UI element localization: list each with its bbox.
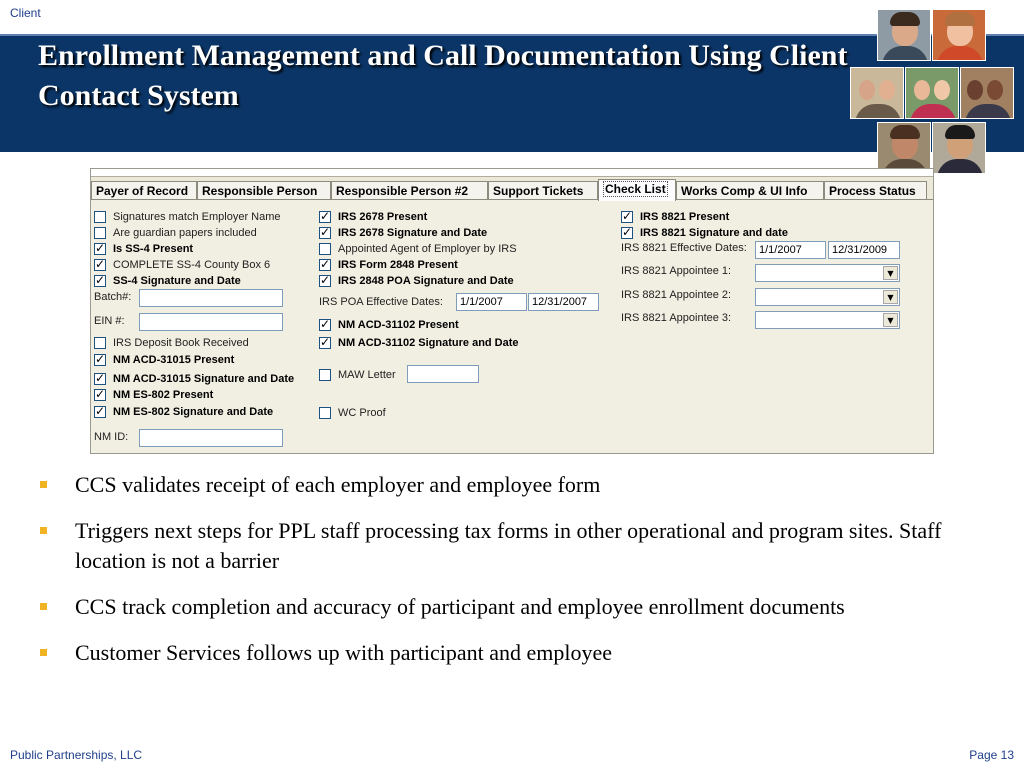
cropped-row (91, 169, 934, 177)
checklist-item[interactable]: ✓ NM ACD-31102 Signature and Date (319, 336, 519, 350)
checkbox[interactable] (319, 243, 331, 255)
eff-date-to-input[interactable]: 12/31/2009 (828, 241, 900, 259)
checklist-item[interactable]: ✓ NM ACD-31015 Present (94, 353, 234, 367)
eff-dates-label: IRS 8821 Effective Dates: (621, 242, 747, 254)
square-bullet-icon (40, 649, 47, 656)
checklist-item[interactable]: ✓ IRS 8821 Present (621, 210, 729, 224)
slide-section-label: Client (10, 6, 41, 20)
photo-mother-child (905, 67, 959, 119)
checklist-item[interactable]: ✓ NM ACD-31102 Present (319, 318, 459, 332)
checklist-item[interactable]: ✓ Is SS-4 Present (94, 242, 193, 256)
checklist-item[interactable]: ✓ NM ES-802 Signature and Date (94, 405, 273, 419)
checkbox-checked[interactable] (94, 243, 106, 255)
photo-boy (932, 9, 986, 61)
ein-label: EIN #: (94, 315, 125, 327)
checkbox-checked[interactable] (319, 337, 331, 349)
ein-input[interactable] (139, 313, 283, 331)
checklist-item[interactable]: ✓ COMPLETE SS-4 County Box 6 (94, 258, 270, 272)
batch-input[interactable] (139, 289, 283, 307)
ccs-checklist-screenshot (90, 168, 934, 454)
checkbox-checked[interactable] (94, 389, 106, 401)
checklist-item[interactable]: Appointed Agent of Employer by IRS (319, 242, 517, 256)
checkbox-checked[interactable] (319, 211, 331, 223)
checkbox-checked[interactable] (94, 406, 106, 418)
checkbox-checked[interactable] (319, 319, 331, 331)
checklist-item[interactable]: ✓ NM ACD-31015 Signature and Date (94, 372, 294, 386)
tab-payer-of-record[interactable]: Payer of Record (91, 181, 197, 200)
batch-label: Batch#: (94, 291, 132, 303)
tab-responsible-person-2[interactable]: Responsible Person #2 (331, 181, 488, 200)
tab-works-comp[interactable]: Works Comp & UI Info (676, 181, 824, 200)
poa-date-to-input[interactable]: 12/31/2007 (528, 293, 599, 311)
checkbox-checked[interactable] (94, 354, 106, 366)
eff-date-from-input[interactable]: 1/1/2007 (755, 241, 826, 259)
checklist-item[interactable]: Signatures match Employer Name (94, 210, 281, 224)
nm-id-label: NM ID: (94, 431, 129, 443)
checkbox-checked[interactable] (94, 373, 106, 385)
checkbox[interactable] (319, 407, 331, 419)
checklist-item[interactable]: ✓ NM ES-802 Present (94, 388, 213, 402)
photo-man-3 (932, 122, 986, 174)
square-bullet-icon (40, 481, 47, 488)
square-bullet-icon (40, 603, 47, 610)
tab-responsible-person[interactable]: Responsible Person (197, 181, 331, 200)
checklist-item[interactable]: ✓ IRS 2848 POA Signature and Date (319, 274, 514, 288)
checkbox[interactable] (94, 337, 106, 349)
checklist-item[interactable]: IRS Deposit Book Received (94, 336, 249, 350)
tab-support-tickets[interactable]: Support Tickets (488, 181, 598, 200)
bullet-item: Customer Services follows up with participant and employee (40, 638, 980, 668)
dropdown-arrow-icon[interactable]: ▼ (883, 290, 898, 304)
photo-man-1 (877, 9, 931, 61)
checkbox-checked[interactable] (94, 275, 106, 287)
checkbox-checked[interactable] (319, 227, 331, 239)
tab-process-status[interactable]: Process Status (824, 181, 927, 200)
photo-couple (850, 67, 904, 119)
checklist-item[interactable]: ✓ SS-4 Signature and Date (94, 274, 241, 288)
slide-title: Enrollment Management and Call Documentation Using Client Contact System (38, 39, 848, 112)
dropdown-arrow-icon[interactable]: ▼ (883, 313, 898, 327)
checklist-item[interactable]: ✓ IRS Form 2848 Present (319, 258, 458, 272)
tab-check-list-label: Check List (605, 182, 666, 196)
checkbox-checked[interactable] (319, 259, 331, 271)
tab-strip (91, 179, 934, 200)
checklist-item[interactable]: ✓ IRS 2678 Present (319, 210, 427, 224)
checkbox-checked[interactable] (94, 259, 106, 271)
dropdown-arrow-icon[interactable]: ▼ (883, 266, 898, 280)
checkbox-checked[interactable] (621, 211, 633, 223)
photo-family (960, 67, 1014, 119)
checklist-item-wc-proof[interactable]: WC Proof (319, 406, 386, 420)
checklist-item[interactable]: ✓ IRS 2678 Signature and Date (319, 226, 487, 240)
poa-date-from-input[interactable]: 1/1/2007 (456, 293, 527, 311)
nm-id-input[interactable] (139, 429, 283, 447)
appointee-2-label: IRS 8821 Appointee 2: (621, 289, 732, 301)
checklist-panel (91, 199, 934, 454)
bullet-item: Triggers next steps for PPL staff processing tax forms in other operational and program sites. Staff location is not a barrier (40, 516, 980, 576)
checklist-item[interactable]: Are guardian papers included (94, 226, 257, 240)
poa-dates-label: IRS POA Effective Dates: (319, 296, 443, 308)
bullet-item: CCS track completion and accuracy of participant and employee enrollment documents (40, 592, 980, 622)
appointee-3-select[interactable] (755, 311, 900, 329)
checklist-item-maw-letter[interactable]: MAW Letter (319, 368, 396, 382)
bullet-item: CCS validates receipt of each employer and employee form (40, 470, 980, 500)
photo-man-2 (877, 122, 931, 174)
checkbox[interactable] (94, 227, 106, 239)
checkbox[interactable] (94, 211, 106, 223)
checkbox-checked[interactable] (319, 275, 331, 287)
bullet-list (40, 470, 980, 684)
square-bullet-icon (40, 527, 47, 534)
appointee-3-label: IRS 8821 Appointee 3: (621, 312, 732, 324)
footer-company: Public Partnerships, LLC (10, 748, 143, 762)
appointee-2-select[interactable] (755, 288, 900, 306)
tab-check-list[interactable] (598, 179, 676, 201)
appointee-1-select[interactable] (755, 264, 900, 282)
maw-letter-input[interactable] (407, 365, 479, 383)
checkbox[interactable] (319, 369, 331, 381)
appointee-1-label: IRS 8821 Appointee 1: (621, 265, 732, 277)
checklist-item[interactable]: ✓ IRS 8821 Signature and date (621, 226, 788, 240)
footer-page-number: Page 13 (969, 748, 1014, 762)
checkbox-checked[interactable] (621, 227, 633, 239)
